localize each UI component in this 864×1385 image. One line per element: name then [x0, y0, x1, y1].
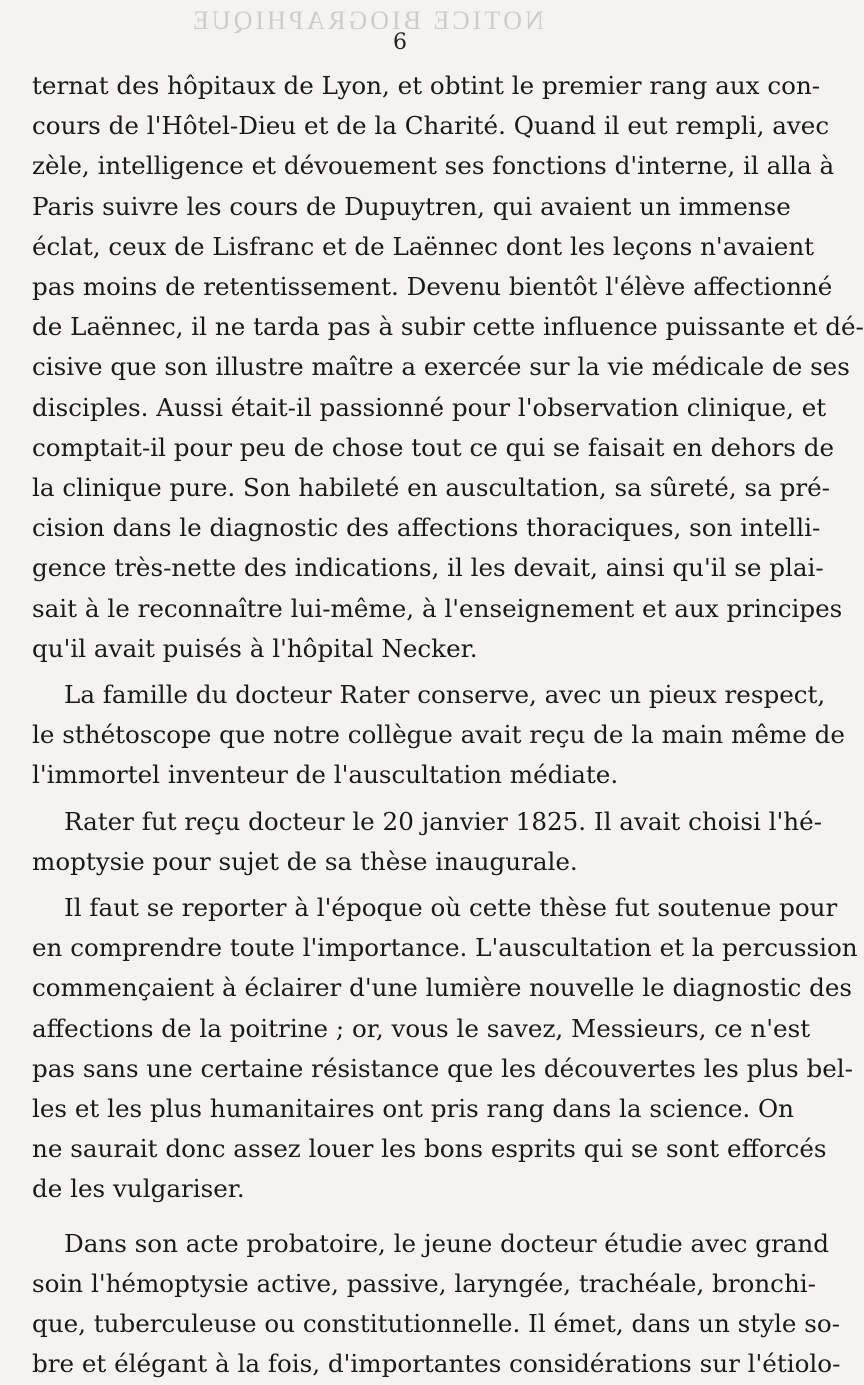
body-text — [32, 66, 864, 1385]
text-line: disciples. Aussi était-il passionné pour l'observation clinique, et — [32, 392, 827, 422]
text-line: pas moins de retentissement. Devenu bientôt l'élève affectionné — [32, 272, 833, 302]
text-line: La famille du docteur Rater conserve, avec un pieux respect, — [64, 680, 826, 710]
text-line: affections de la poitrine ; or, vous le savez, Messieurs, ce n'est — [32, 1013, 811, 1043]
text-line: l'immortel inventeur de l'auscultation médiate. — [32, 760, 619, 790]
text-line: commençaient à éclairer d'une lumière nouvelle le diagnostic des — [32, 973, 853, 1003]
text-line: de les vulgariser. — [32, 1174, 245, 1204]
text-line: bre et élégant à la fois, d'importantes considérations sur l'étiolo- — [32, 1349, 841, 1379]
text-line: Rater fut reçu docteur le 20 janvier 1825. Il avait choisi l'hé- — [64, 806, 823, 836]
text-line: comptait-il pour peu de chose tout ce qui se faisait en dehors de — [32, 432, 835, 462]
text-line: cisive que son illustre maître a exercée sur la vie médicale de ses — [32, 352, 850, 382]
text-line: éclat, ceux de Lisfranc et de Laënnec dont les leçons n'avaient — [32, 231, 815, 261]
text-line: cours de l'Hôtel-Dieu et de la Charité. Quand il eut rempli, avec — [32, 111, 830, 141]
text-line: Paris suivre les cours de Dupuytren, qui avaient un immense — [32, 191, 791, 221]
text-line: ternat des hôpitaux de Lyon, et obtint le premier rang aux con- — [32, 71, 821, 100]
text-line: que, tuberculeuse ou constitutionnelle. Il émet, dans un style so- — [32, 1309, 841, 1339]
text-line: Il faut se reporter à l'époque où cette thèse fut soutenue pour — [64, 893, 838, 923]
text-line: la clinique pure. Son habileté en auscultation, sa sûreté, sa pré- — [32, 473, 830, 503]
text-line: moptysie pour sujet de sa thèse inaugurale. — [32, 846, 578, 876]
text-line: zèle, intelligence et dévouement ses fonctions d'interne, il alla à — [32, 151, 835, 181]
text-line: le sthétoscope que notre collègue avait reçu de la main même de — [32, 720, 845, 750]
text-line: de Laënnec, il ne tarda pas à subir cette influence puissante et dé- — [32, 312, 864, 342]
bleed-through-text: NOTICE BIOGRAPHIQUE — [190, 6, 544, 35]
text-line: ne saurait donc assez louer les bons esprits qui se sont efforcés — [32, 1134, 827, 1164]
text-line: pas sans une certaine résistance que les découvertes les plus bel- — [32, 1053, 853, 1083]
text-line: cision dans le diagnostic des affections thoraciques, son intelli- — [32, 513, 821, 543]
text-line: Dans son acte probatoire, le jeune docteur étudie avec grand — [64, 1228, 830, 1258]
text-line: qu'il avait puisés à l'hôpital Necker. — [32, 633, 478, 663]
text-line: gence très-nette des indications, il les devait, ainsi qu'il se plai- — [32, 553, 824, 583]
text-line: sait à le reconnaître lui-même, à l'enseignement et aux principes — [32, 593, 843, 623]
text-line: en comprendre toute l'importance. L'auscultation et la percussion — [32, 933, 858, 963]
page-number: 6 — [393, 30, 407, 55]
text-line: les et les plus humanitaires ont pris rang dans la science. On — [32, 1094, 795, 1124]
text-line: soin l'hémoptysie active, passive, laryngée, trachéale, bronchi- — [32, 1268, 816, 1298]
